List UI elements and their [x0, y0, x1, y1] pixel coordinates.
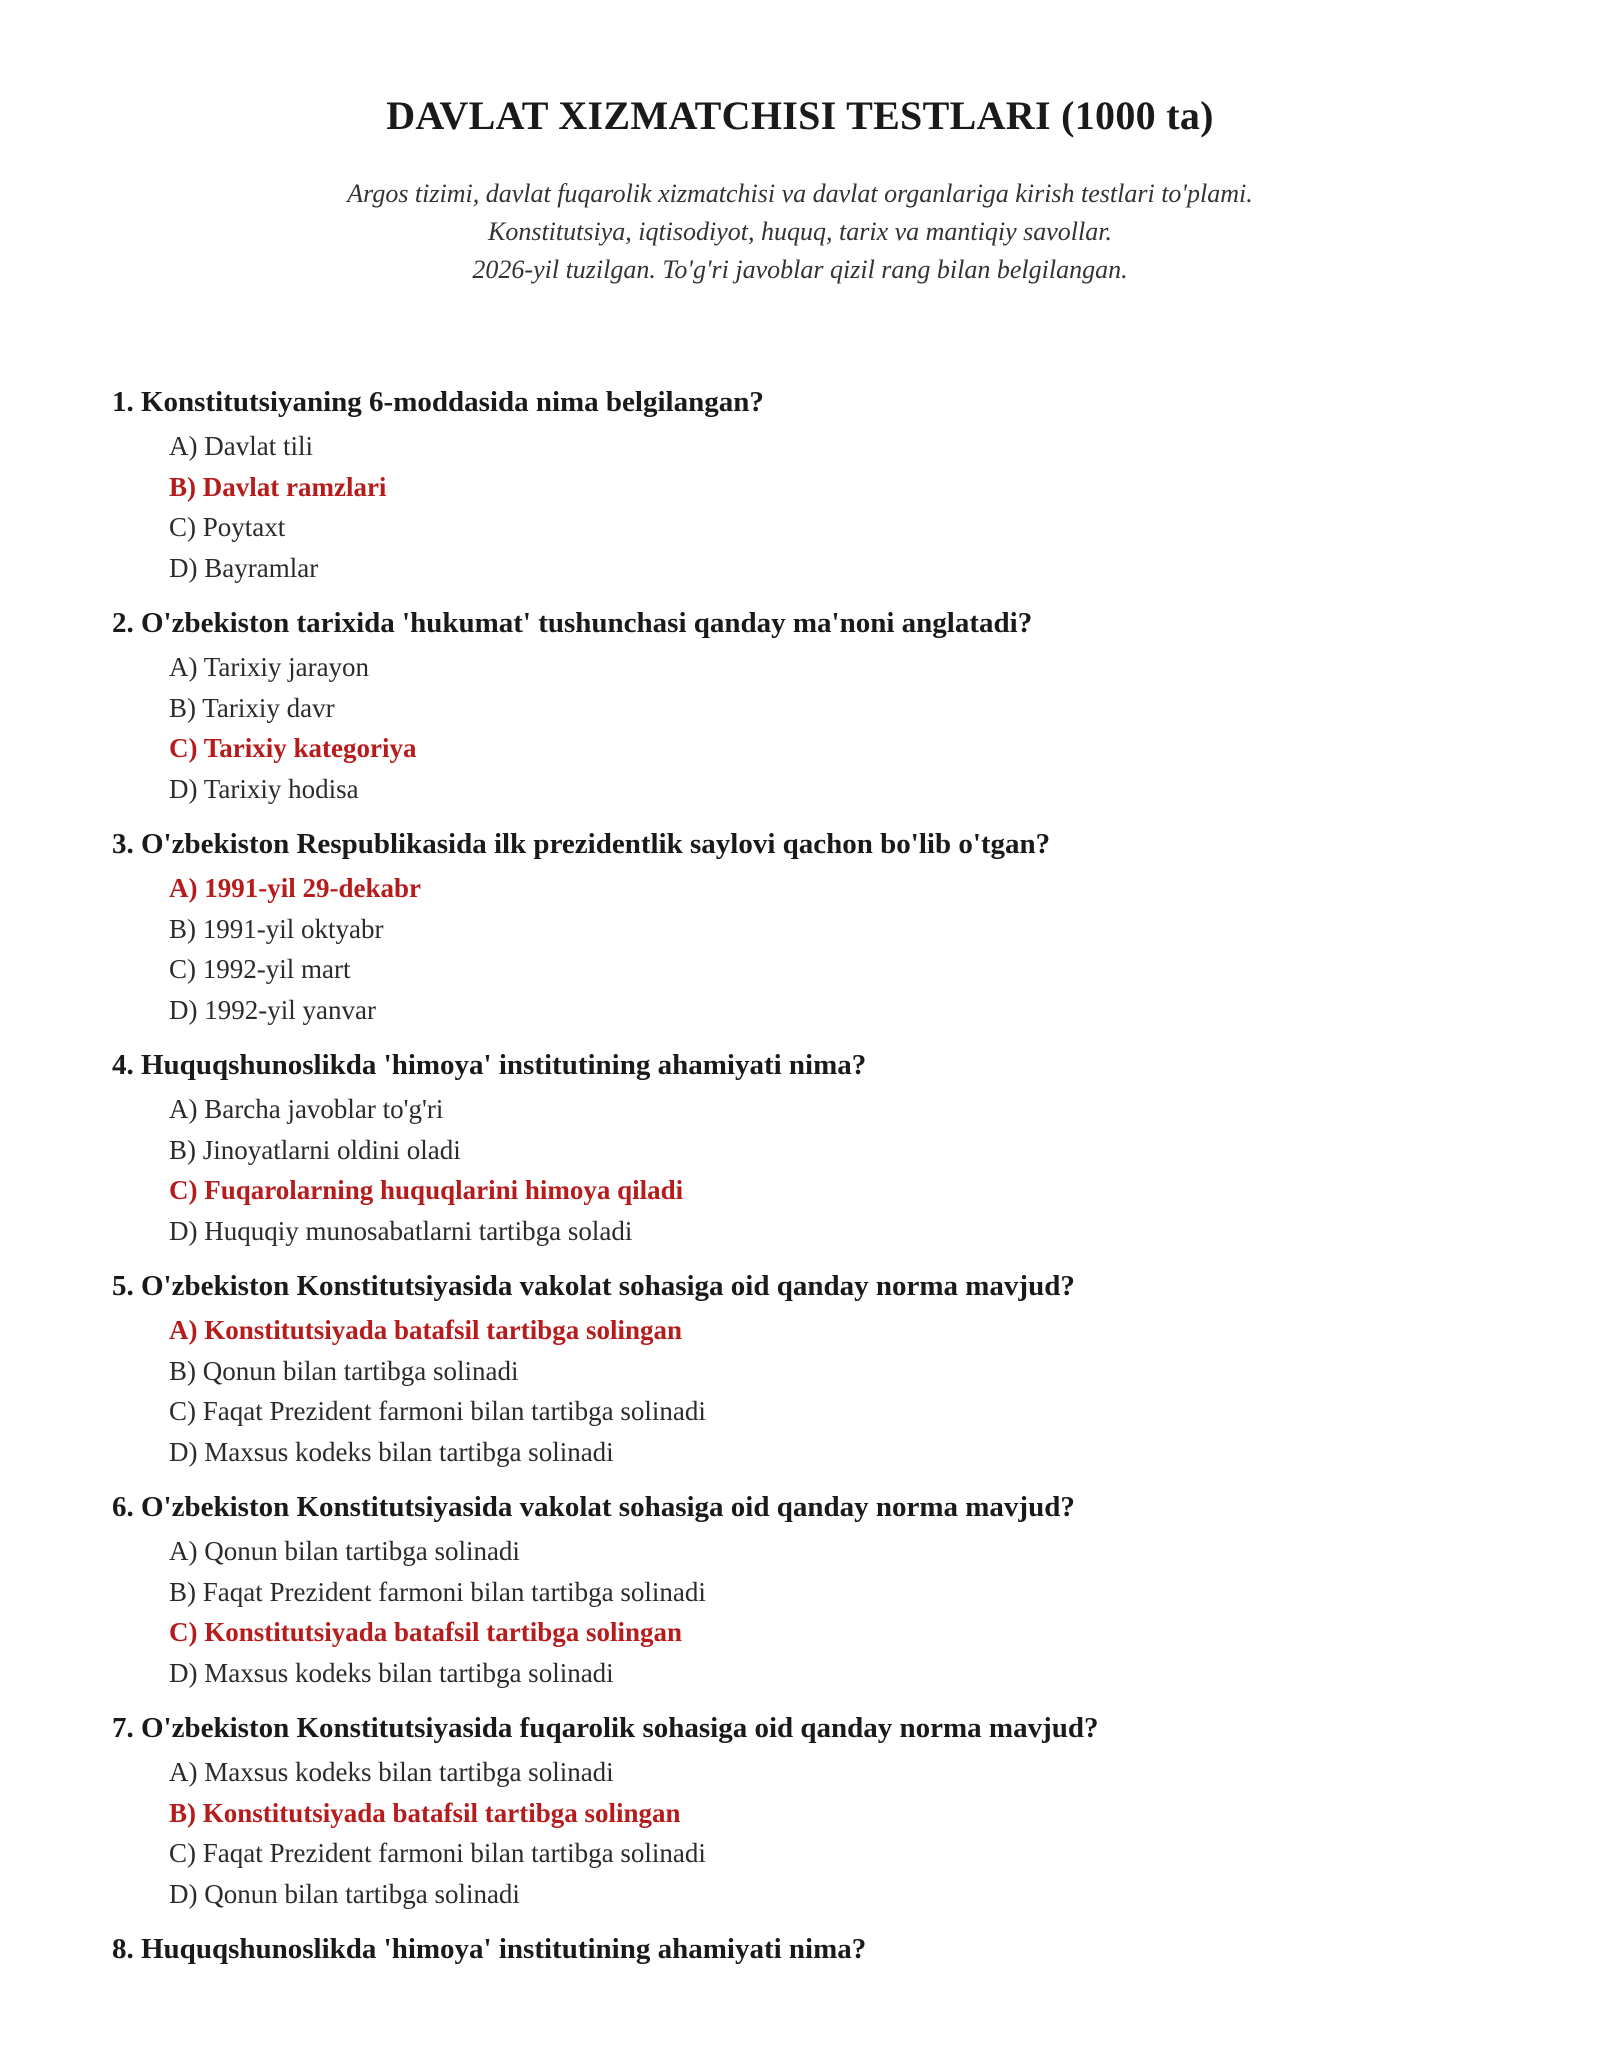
answer-option: D) Maxsus kodeks bilan tartibga solinadi [169, 1436, 614, 1467]
question-item [112, 1483, 1512, 1693]
question-item [112, 1041, 1512, 1251]
answer-options [112, 1752, 1512, 1914]
correct-answer-option: A) Konstitutsiyada batafsil tartibga solingan [169, 1315, 683, 1345]
answer-option: C) Faqat Prezident farmoni bilan tartibga solinadi [169, 1396, 706, 1426]
answer-option: C) 1992-yil mart [169, 954, 351, 984]
answer-option: D) Tarixiy hodisa [169, 773, 359, 804]
answer-options [112, 1089, 1512, 1251]
subtitle [0, 175, 1600, 289]
answer-option: B) Tarixiy davr [169, 692, 335, 723]
answer-option: B) 1991-yil oktyabr [169, 913, 384, 944]
correct-answer-option: A) 1991-yil 29-dekabr [169, 873, 421, 903]
answer-option: C) Faqat Prezident farmoni bilan tartibga solinadi [169, 1838, 706, 1868]
page-title: DAVLAT XIZMATCHISI TESTLARI (1000 ta) [386, 93, 1214, 138]
question-item [112, 599, 1512, 809]
answer-option: B) Faqat Prezident farmoni bilan tartibga solinadi [169, 1576, 706, 1607]
correct-answer-option: B) Davlat ramzlari [169, 471, 387, 502]
question-text: 6. O'zbekiston Konstitutsiyasida vakolat sohasiga oid qanday norma mavjud? [112, 1491, 1075, 1523]
correct-answer-option: C) Fuqarolarning huquqlarini himoya qiladi [169, 1175, 684, 1205]
answer-options [112, 1310, 1512, 1472]
answer-options [112, 647, 1512, 809]
correct-answer-option: C) Tarixiy kategoriya [169, 733, 417, 763]
correct-answer-option: B) Konstitutsiyada batafsil tartibga solingan [169, 1797, 681, 1828]
answer-option: B) Jinoyatlarni oldini oladi [169, 1134, 461, 1165]
answer-option: A) Qonun bilan tartibga solinadi [169, 1536, 520, 1566]
question-item [112, 378, 1512, 588]
question-list [112, 378, 1512, 1984]
question-text: 3. O'zbekiston Respublikasida ilk prezidentlik saylovi qachon bo'lib o'tgan? [112, 828, 1051, 860]
question-text: 8. Huquqshunoslikda 'himoya' institutining ahamiyati nima? [112, 1933, 867, 1965]
question-item [112, 1925, 1512, 1973]
question-item [112, 1262, 1512, 1472]
subtitle-line: 2026-yil tuzilgan. To'g'ri javoblar qizil rang bilan belgilangan. [472, 255, 1128, 284]
answer-option: D) Maxsus kodeks bilan tartibga solinadi [169, 1657, 614, 1688]
answer-options [112, 868, 1512, 1030]
answer-option: B) Qonun bilan tartibga solinadi [169, 1355, 519, 1386]
question-item [112, 1704, 1512, 1914]
answer-option: D) Huquqiy munosabatlarni tartibga soladi [169, 1215, 633, 1246]
answer-option: A) Barcha javoblar to'g'ri [169, 1094, 444, 1124]
question-item [112, 820, 1512, 1030]
answer-option: A) Tarixiy jarayon [169, 652, 370, 682]
answer-options [112, 1531, 1512, 1693]
question-text: 7. O'zbekiston Konstitutsiyasida fuqarolik sohasiga oid qanday norma mavjud? [112, 1712, 1099, 1744]
subtitle-line: Argos tizimi, davlat fuqarolik xizmatchisi va davlat organlariga kirish testlari to'plami. [347, 179, 1253, 208]
question-text: 1. Konstitutsiyaning 6-moddasida nima belgilangan? [112, 386, 764, 418]
answer-option: A) Maxsus kodeks bilan tartibga solinadi [169, 1757, 614, 1787]
answer-option: D) Qonun bilan tartibga solinadi [169, 1878, 520, 1909]
question-text: 2. O'zbekiston tarixida 'hukumat' tushunchasi qanday ma'noni anglatadi? [112, 607, 1033, 639]
answer-options [112, 426, 1512, 588]
question-text: 4. Huquqshunoslikda 'himoya' institutining ahamiyati nima? [112, 1049, 867, 1081]
answer-option: A) Davlat tili [169, 431, 313, 461]
subtitle-line: Konstitutsiya, iqtisodiyot, huquq, tarix va mantiqiy savollar. [488, 217, 1112, 246]
answer-option: C) Poytaxt [169, 512, 286, 542]
answer-option: D) Bayramlar [169, 552, 319, 583]
question-text: 5. O'zbekiston Konstitutsiyasida vakolat sohasiga oid qanday norma mavjud? [112, 1270, 1075, 1302]
correct-answer-option: C) Konstitutsiyada batafsil tartibga solingan [169, 1617, 683, 1647]
answer-option: D) 1992-yil yanvar [169, 994, 376, 1025]
